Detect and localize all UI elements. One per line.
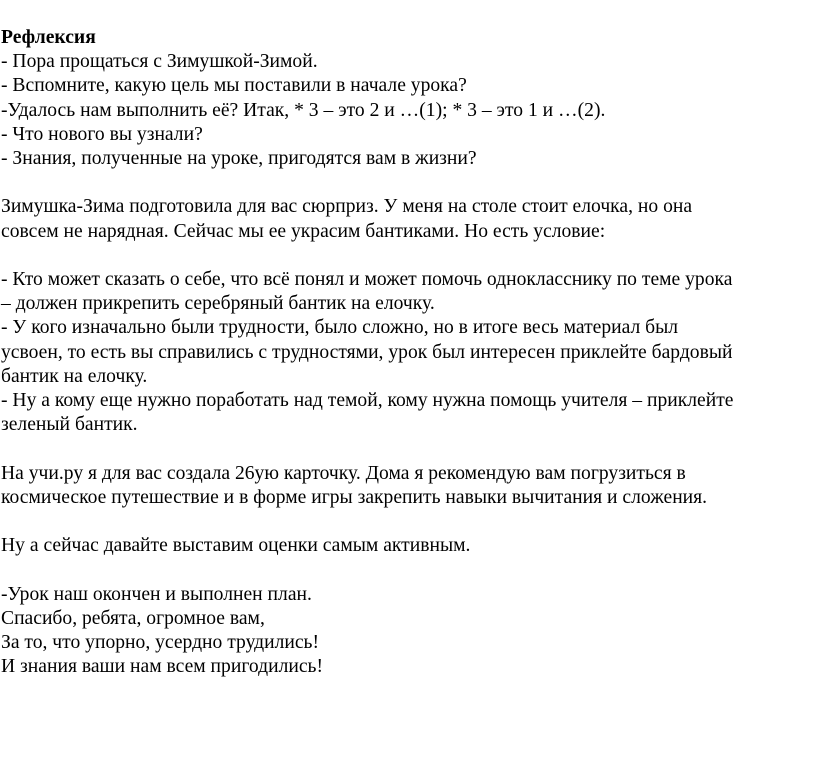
- condition-line: - Ну а кому еще нужно поработать над темой, кому нужна помощь учителя – приклейте: [1, 390, 734, 412]
- paragraph-gap: [0, 171, 816, 195]
- condition-line: бантик на елочку.: [1, 365, 148, 387]
- paragraph-line: совсем не нарядная. Сейчас мы ее украсим бантиками. Но есть условие:: [1, 220, 606, 242]
- paragraph-gap: [0, 510, 816, 534]
- paragraph-gap: [0, 244, 816, 268]
- paragraph-line: космическое путешествие и в форме игры закрепить навыки вычитания и сложения.: [1, 486, 708, 508]
- question-line: - Знания, полученные на уроке, пригодятся вам в жизни?: [1, 148, 477, 170]
- condition-line: - У кого изначально были трудности, было сложно, но в итоге весь материал был: [1, 317, 679, 339]
- poem-line: -Урок наш окончен и выполнен план.: [1, 583, 312, 605]
- poem-line: И знания ваши нам всем пригодились!: [1, 656, 323, 678]
- closing-poem: [0, 583, 816, 680]
- homework-paragraph: [0, 462, 816, 510]
- paragraph-line: На учи.ру я для вас создала 26ую карточку. Дома я рекомендую вам погрузиться в: [1, 462, 686, 484]
- poem-line: Спасибо, ребята, огромное вам,: [1, 607, 265, 629]
- paragraph-gap: [0, 437, 816, 461]
- condition-line: – должен прикрепить серебряный бантик на елочку.: [1, 293, 435, 315]
- question-line: - Пора прощаться с Зимушкой-Зимой.: [1, 51, 318, 73]
- document-page: [0, 26, 816, 679]
- condition-line: - Кто может сказать о себе, что всё понял и может помочь однокласснику по теме урока: [1, 269, 733, 290]
- paragraph-line: Зимушка-Зима подготовила для вас сюрприз. У меня на столе стоит елочка, но она: [1, 196, 693, 218]
- condition-line: усвоен, то есть вы справились с трудностями, урок был интересен приклейте бардовый: [1, 341, 733, 363]
- surprise-paragraph: [0, 195, 816, 243]
- bow-conditions: [0, 268, 816, 437]
- condition-line: зеленый бантик.: [1, 414, 138, 436]
- reflection-questions: [0, 50, 816, 171]
- question-line: - Что нового вы узнали?: [1, 123, 203, 145]
- question-line: -Удалось нам выполнить её? Итак, * 3 – это 2 и …(1); * 3 – это 1 и …(2).: [1, 99, 606, 121]
- question-line: - Вспомните, какую цель мы поставили в начале урока?: [1, 75, 467, 97]
- section-heading: Рефлексия: [1, 27, 96, 48]
- poem-line: За то, что упорно, усердно трудились!: [1, 632, 320, 653]
- paragraph-gap: [0, 558, 816, 582]
- grades-line: Ну а сейчас давайте выставим оценки самым активным.: [1, 535, 471, 557]
